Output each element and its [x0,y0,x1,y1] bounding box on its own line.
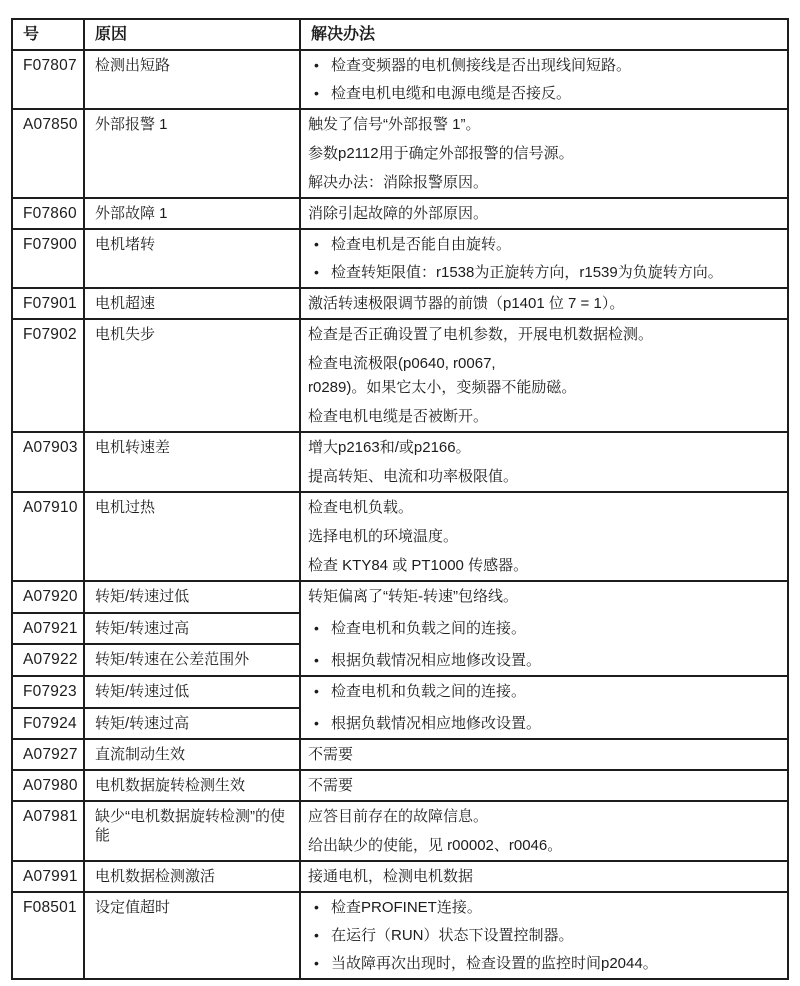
solution-bullet-item [308,954,779,973]
solution-text: 转矩偏离了“转矩-转速”包络线。 [308,588,518,605]
bullet-icon: • [314,955,319,971]
solution-bullet-item [308,619,779,638]
fault-code: A07981 [12,801,84,861]
solution-text: 不需要 [308,746,354,763]
solution-text: r0289)。如果它太小，变频器不能励磁。 [308,379,577,396]
bullet-icon: • [314,620,319,636]
bullet-icon: • [314,899,319,915]
solution-text: 检查电机是否能自由旋转。 [331,236,512,253]
fault-solution [300,861,788,892]
table-row [12,109,788,198]
solution-bullet-item [308,84,779,103]
fault-cause: 外部故障 1 [84,198,300,229]
fault-solution [300,229,788,288]
bullet-icon: • [314,236,319,252]
fault-cause: 转矩/转速过高 [84,708,300,740]
table-row [12,581,788,613]
solution-text: 检查电机和负载之间的连接。 [331,683,527,700]
table-row [12,432,788,492]
bullet-icon: • [314,264,319,280]
fault-code: A07910 [12,492,84,581]
solution-text: 检查电机负载。 [308,499,414,516]
solution-text: 根据负载情况相应地修改设置。 [331,715,542,732]
fault-cause: 转矩/转速过低 [84,581,300,613]
fault-solution [300,770,788,801]
fault-code: A07922 [12,644,84,676]
fault-cause: 缺少“电机数据旋转检测”的使能 [84,801,300,861]
table-row [12,492,788,581]
solution-text: 检查电机电缆和电源电缆是否接反。 [331,85,572,102]
solution-text: 检查电机电缆是否被断开。 [308,408,489,425]
solution-bullet-item [308,682,779,701]
table-row [12,229,788,288]
solution-bullet-item [308,263,779,282]
table-row [12,892,788,979]
fault-solution [300,492,788,581]
table-row [12,861,788,892]
fault-solution [300,198,788,229]
fault-code: F07923 [12,676,84,708]
fault-code: F07807 [12,50,84,109]
fault-cause: 转矩/转速过高 [84,613,300,645]
fault-solution [300,432,788,492]
bullet-icon: • [314,652,319,668]
fault-solution [300,109,788,198]
fault-cause: 电机堵转 [84,229,300,288]
fault-cause: 转矩/转速在公差范围外 [84,644,300,676]
solution-text: 激活转速极限调节器的前馈（p1401 位 7 = 1）。 [308,295,625,312]
solution-text: 增大p2163和/或p2166。 [308,439,471,456]
solution-text: 解决办法：消除报警原因。 [308,174,489,191]
solution-bullet-item [308,714,779,733]
fault-code: F07924 [12,708,84,740]
solution-text: 检查转矩限值：r1538为正旋转方向，r1539为负旋转方向。 [331,264,723,281]
fault-solution [300,801,788,861]
solution-bullet-item [308,235,779,254]
bullet-icon: • [314,85,319,101]
fault-solution [300,892,788,979]
solution-text: 检查 KTY84 或 PT1000 传感器。 [308,557,529,574]
solution-text: 根据负载情况相应地修改设置。 [331,652,542,669]
fault-cause: 电机数据旋转检测生效 [84,770,300,801]
bullet-icon: • [314,683,319,699]
fault-solution [300,319,788,432]
fault-code: F08501 [12,892,84,979]
fault-code: A07921 [12,613,84,645]
header-cause: 原因 [84,19,300,50]
table-header-row [12,19,788,50]
fault-cause: 直流制动生效 [84,739,300,770]
table-row [12,739,788,770]
table-row [12,676,788,708]
fault-solution-merged [300,676,788,739]
solution-text: 消除引起故障的外部原因。 [308,205,489,222]
fault-code: F07902 [12,319,84,432]
solution-text: 应答目前存在的故障信息。 [308,808,489,825]
solution-text: 提高转矩、电流和功率极限值。 [308,468,519,485]
solution-bullet-item [308,926,779,945]
solution-text: 检查电机和负载之间的连接。 [331,620,527,637]
solution-text: 检查电流极限(p0640, r0067, [308,355,496,372]
solution-bullet-item [308,651,779,670]
fault-code: F07900 [12,229,84,288]
fault-code: A07903 [12,432,84,492]
solution-text: 不需要 [308,777,354,794]
fault-cause: 设定值超时 [84,892,300,979]
fault-code: A07920 [12,581,84,613]
header-solution: 解决办法 [300,19,788,50]
fault-code: A07980 [12,770,84,801]
fault-cause: 电机过热 [84,492,300,581]
fault-code: A07991 [12,861,84,892]
fault-cause: 电机转速差 [84,432,300,492]
fault-cause: 电机超速 [84,288,300,319]
solution-bullet-item [308,898,779,917]
fault-code-table [11,18,789,980]
table-row [12,198,788,229]
fault-code: F07860 [12,198,84,229]
fault-solution [300,288,788,319]
fault-cause: 转矩/转速过低 [84,676,300,708]
fault-cause: 外部报警 1 [84,109,300,198]
fault-cause: 电机数据检测激活 [84,861,300,892]
table-row [12,288,788,319]
fault-code: A07850 [12,109,84,198]
table-row [12,801,788,861]
solution-text: 当故障再次出现时，检查设置的监控时间p2044。 [331,955,658,972]
fault-solution [300,739,788,770]
solution-text: 给出缺少的使能，见 r00002、r0046。 [308,837,563,854]
solution-bullet-item [308,56,779,75]
fault-solution-merged [300,581,788,676]
solution-text: 接通电机，检测电机数据 [308,868,474,885]
solution-text: 触发了信号“外部报警 1”。 [308,116,481,133]
solution-text: 检查变频器的电机侧接线是否出现线间短路。 [331,57,632,74]
table-row [12,50,788,109]
fault-cause: 检测出短路 [84,50,300,109]
fault-code: F07901 [12,288,84,319]
bullet-icon: • [314,927,319,943]
fault-code: A07927 [12,739,84,770]
bullet-icon: • [314,715,319,731]
table-row [12,770,788,801]
solution-text: 选择电机的环境温度。 [308,528,459,545]
solution-text: 在运行（RUN）状态下设置控制器。 [331,927,574,944]
fault-cause: 电机失步 [84,319,300,432]
solution-text: 检查是否正确设置了电机参数，开展电机数据检测。 [308,326,654,343]
solution-text: 参数p2112用于确定外部报警的信号源。 [308,145,574,162]
bullet-icon: • [314,57,319,73]
solution-text: 检查PROFINET连接。 [331,899,482,916]
fault-solution [300,50,788,109]
table-row [12,319,788,432]
header-no: 号 [12,19,84,50]
